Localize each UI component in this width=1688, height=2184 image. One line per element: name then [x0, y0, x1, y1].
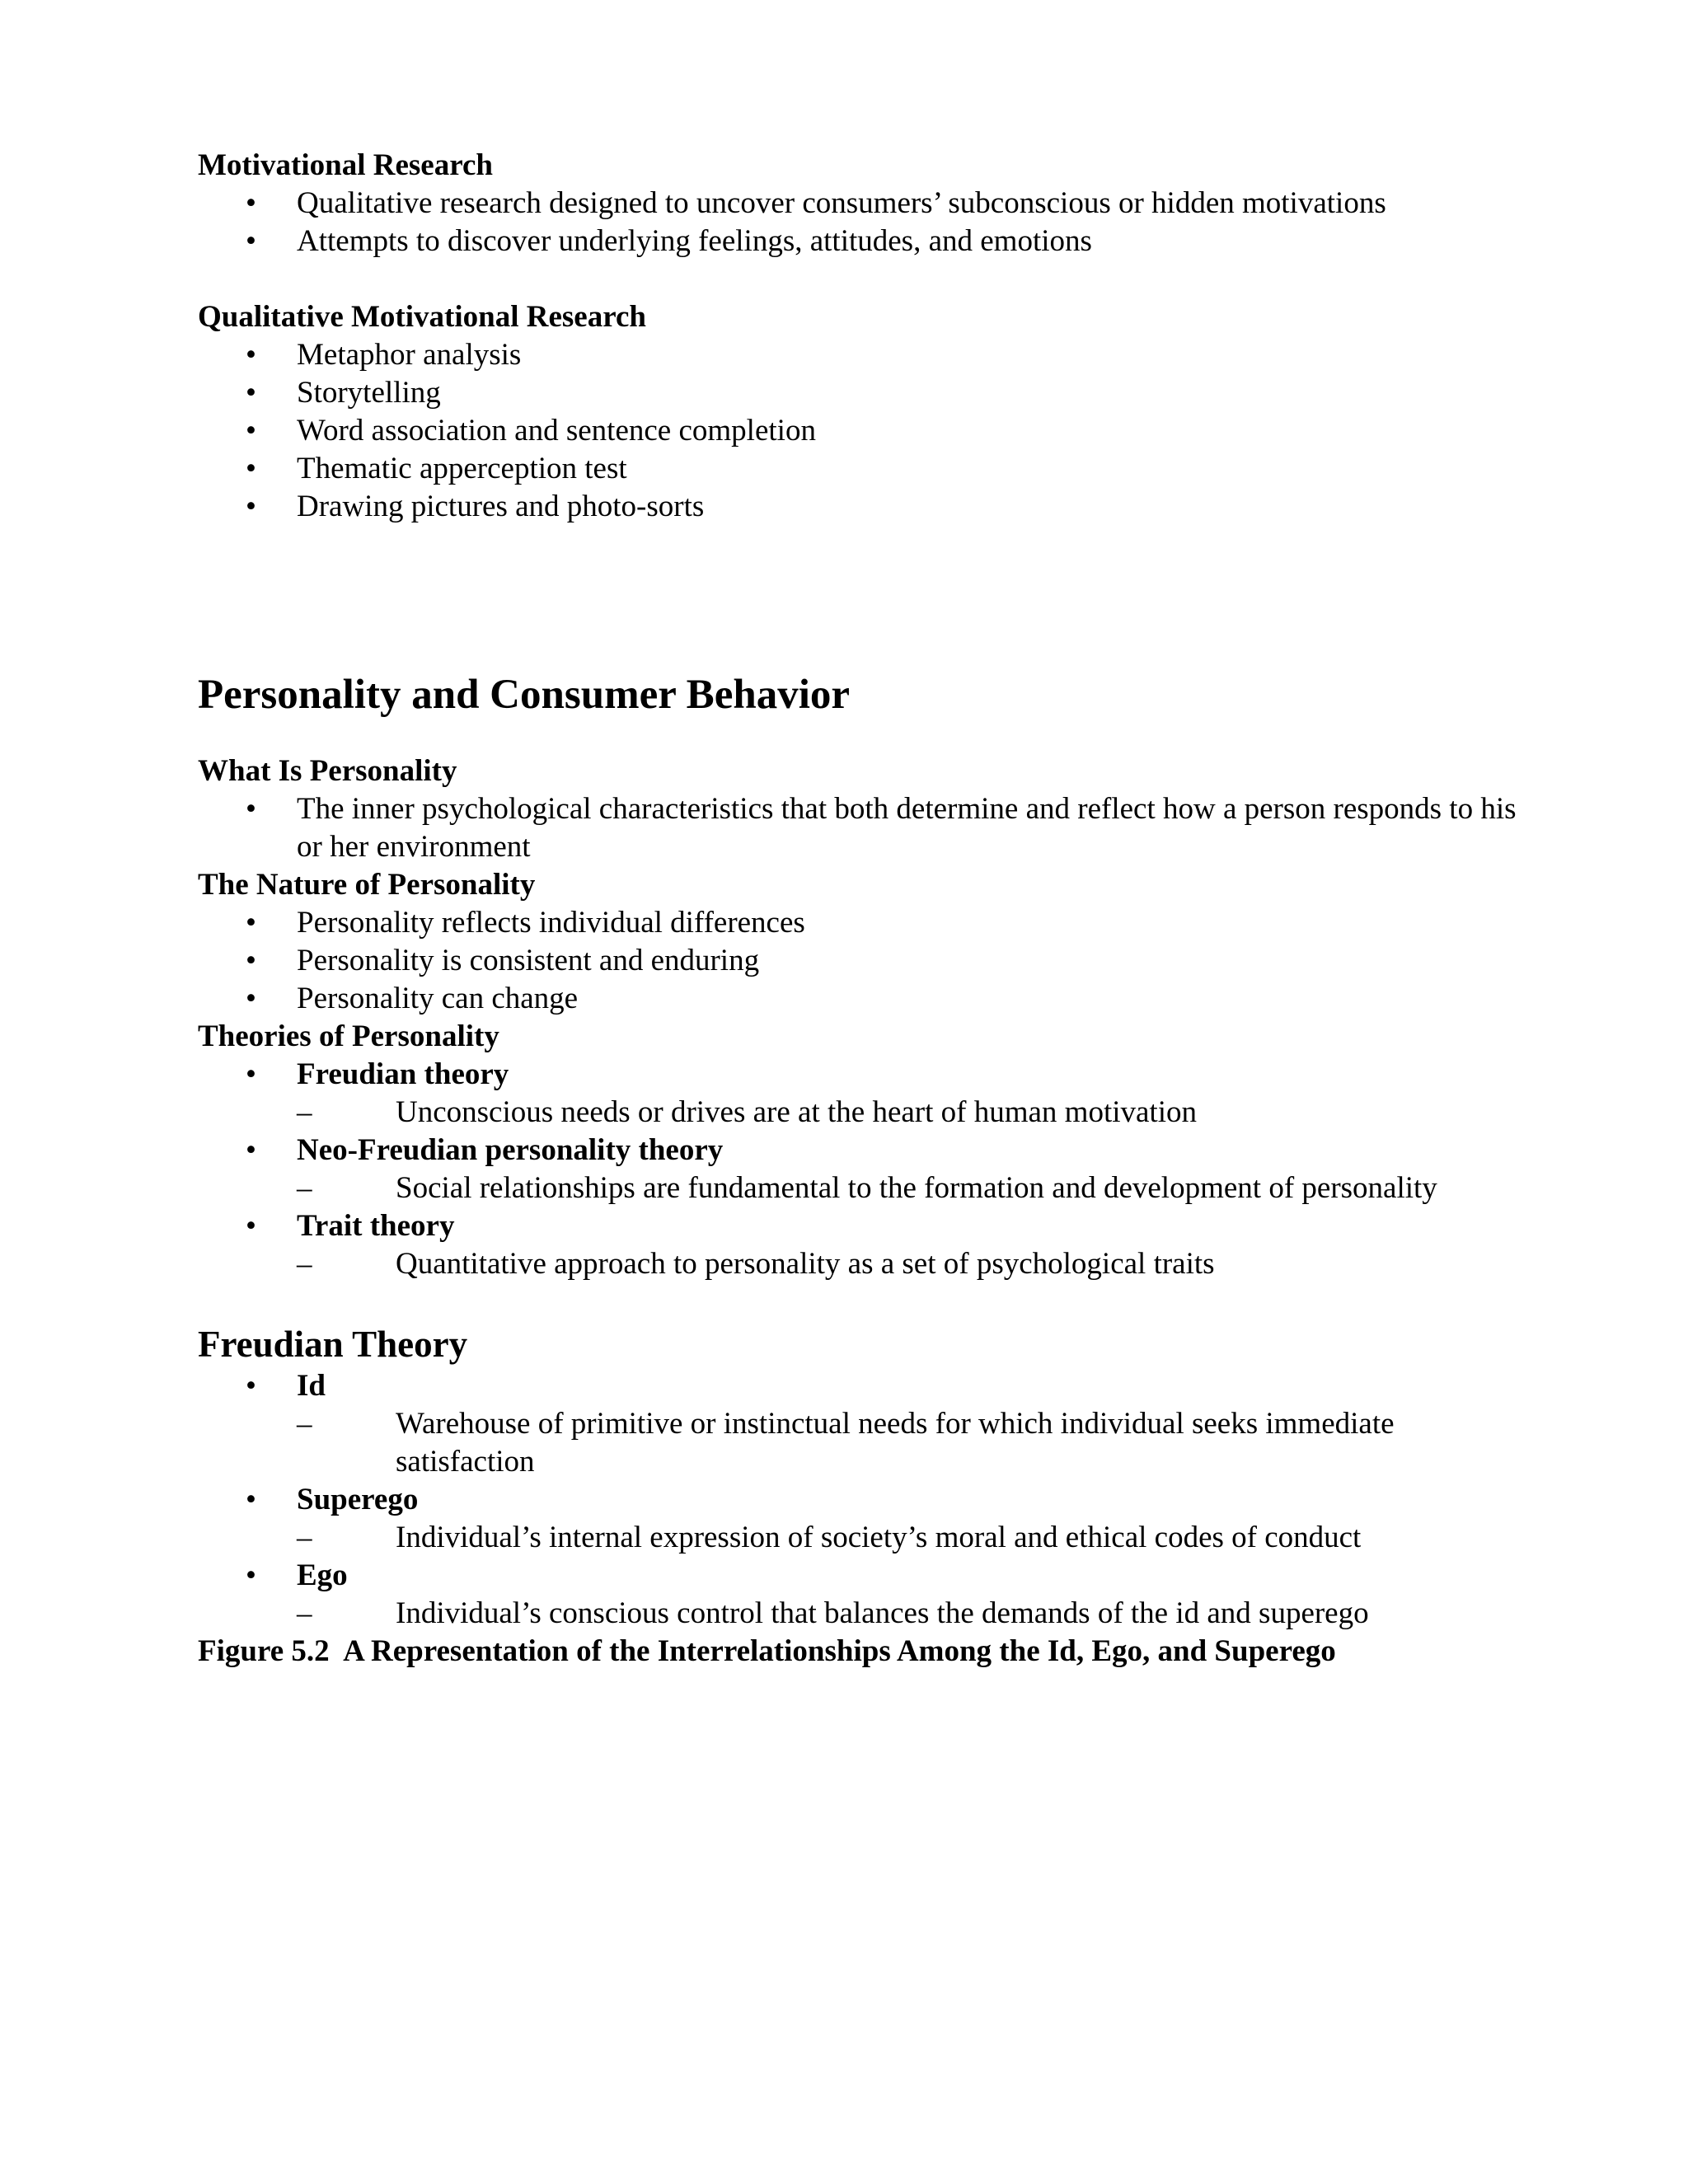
bullet-marker: • — [246, 490, 256, 523]
bullet-marker: • — [246, 1369, 256, 1403]
list-item-text: Personality is consistent and enduring — [297, 944, 760, 977]
heading-qualitative-motivational-research: Qualitative Motivational Research — [198, 300, 646, 334]
dash-marker: – — [297, 1521, 312, 1554]
list-item-text: Attempts to discover underlying feelings, attitudes, and emotions — [297, 224, 1092, 258]
sub-list-item — [297, 1169, 1533, 1207]
list-item — [198, 790, 1533, 866]
list-item — [198, 450, 1533, 488]
list-what-is-personality — [198, 790, 1533, 866]
bullet-marker: • — [246, 414, 256, 448]
bullet-marker: • — [246, 452, 256, 485]
sub-list-item-text: Individual’s internal expression of society’s moral and ethical codes of conduct — [396, 1521, 1362, 1554]
bullet-marker: • — [246, 1133, 256, 1167]
list-item — [198, 1207, 1533, 1283]
dash-marker: – — [297, 1095, 312, 1129]
theory-label: Neo-Freudian personality theory — [297, 1133, 724, 1167]
sub-list-item-text: Warehouse of primitive or instinctual needs for which individual seeks immediate satisfaction — [396, 1407, 1395, 1479]
sub-list — [297, 1595, 1533, 1633]
sub-list-item — [297, 1519, 1533, 1557]
bullet-marker: • — [246, 906, 256, 940]
sub-list-item — [297, 1405, 1533, 1481]
list-item-text: Personality reflects individual differences — [297, 906, 805, 940]
bullet-marker: • — [246, 1483, 256, 1516]
list-item-text: Storytelling — [297, 376, 441, 410]
bullet-marker: • — [246, 376, 256, 410]
list-item — [198, 1557, 1533, 1633]
spacer — [198, 260, 1533, 298]
bullet-marker: • — [246, 186, 256, 220]
sub-list-item-text: Unconscious needs or drives are at the heart of human motivation — [396, 1095, 1197, 1129]
bullet-marker: • — [246, 1558, 256, 1592]
theory-label: Trait theory — [297, 1209, 455, 1243]
title-personality-consumer-behavior: Personality and Consumer Behavior — [198, 672, 850, 718]
list-item-text: Personality can change — [297, 982, 579, 1015]
list-item — [198, 1056, 1533, 1132]
list-freudian-theory — [198, 1367, 1533, 1633]
sub-list — [297, 1245, 1533, 1283]
spacer — [198, 526, 1533, 670]
list-item-text: Thematic apperception test — [297, 452, 627, 485]
bullet-marker: • — [246, 1057, 256, 1091]
sub-list — [297, 1519, 1533, 1557]
list-item — [198, 904, 1533, 942]
list-item — [198, 412, 1533, 450]
dash-marker: – — [297, 1596, 312, 1630]
concept-label: Ego — [297, 1558, 348, 1592]
list-item — [198, 336, 1533, 374]
document-page — [198, 147, 1533, 1671]
concept-label: Superego — [297, 1483, 419, 1516]
list-item — [198, 1367, 1533, 1481]
sub-list-item-text: Quantitative approach to personality as a set of psychological traits — [396, 1247, 1215, 1281]
sub-list — [297, 1169, 1533, 1207]
list-item — [198, 1481, 1533, 1557]
bullet-marker: • — [246, 1209, 256, 1243]
list-motivational-research — [198, 185, 1533, 260]
bullet-marker: • — [246, 944, 256, 977]
heading-motivational-research: Motivational Research — [198, 148, 493, 182]
sub-list-item-text: Individual’s conscious control that balances the demands of the id and superego — [396, 1596, 1369, 1630]
heading-nature-of-personality: The Nature of Personality — [198, 868, 536, 902]
list-nature-of-personality — [198, 904, 1533, 1018]
concept-label: Id — [297, 1369, 326, 1403]
list-item — [198, 488, 1533, 526]
bullet-marker: • — [246, 982, 256, 1015]
list-item-text: Qualitative research designed to uncover consumers’ subconscious or hidden motivations — [297, 186, 1386, 220]
sub-list-item — [297, 1245, 1533, 1283]
dash-marker: – — [297, 1171, 312, 1205]
list-qualitative-methods — [198, 336, 1533, 526]
list-theories-of-personality — [198, 1056, 1533, 1283]
heading-what-is-personality: What Is Personality — [198, 754, 457, 788]
list-item — [198, 374, 1533, 412]
title-freudian-theory: Freudian Theory — [198, 1324, 468, 1365]
theory-label: Freudian theory — [297, 1057, 509, 1091]
spacer — [198, 719, 1533, 752]
bullet-marker: • — [246, 338, 256, 372]
list-item-text: Metaphor analysis — [297, 338, 522, 372]
list-item — [198, 185, 1533, 223]
spacer — [198, 1283, 1533, 1321]
list-item — [198, 980, 1533, 1018]
dash-marker: – — [297, 1407, 312, 1441]
heading-theories-of-personality: Theories of Personality — [198, 1019, 499, 1053]
sub-list-item — [297, 1094, 1533, 1132]
list-item — [198, 1132, 1533, 1207]
bullet-marker: • — [246, 224, 256, 258]
figure-caption: Figure 5.2 A Representation of the Interrelationships Among the Id, Ego, and Superego — [198, 1634, 1336, 1668]
list-item-text: The inner psychological characteristics that both determine and reflect how a person responds to his or her environment — [297, 792, 1517, 864]
sub-list-item — [297, 1595, 1533, 1633]
list-item — [198, 942, 1533, 980]
sub-list-item-text: Social relationships are fundamental to the formation and development of personality — [396, 1171, 1437, 1205]
list-item-text: Word association and sentence completion — [297, 414, 816, 448]
bullet-marker: • — [246, 792, 256, 826]
sub-list — [297, 1094, 1533, 1132]
sub-list — [297, 1405, 1533, 1481]
list-item — [198, 223, 1533, 260]
list-item-text: Drawing pictures and photo-sorts — [297, 490, 705, 523]
dash-marker: – — [297, 1247, 312, 1281]
